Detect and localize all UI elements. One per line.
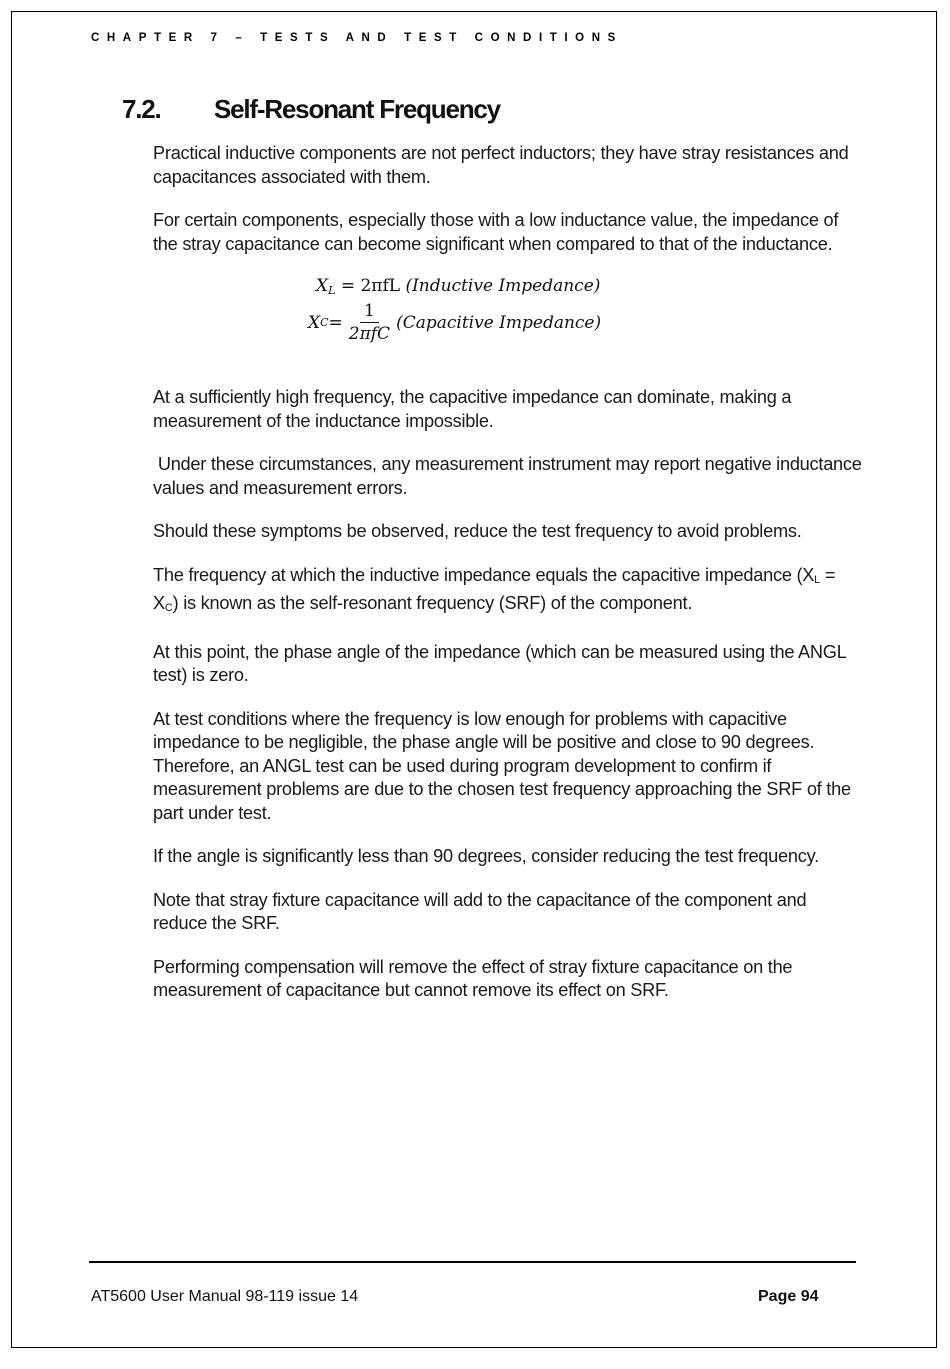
- inductive-impedance-formula: $X_L = 2\pi fL$ (Inductive Impedance): [316, 276, 601, 297]
- footer-page-number: Page 94: [758, 1288, 819, 1305]
- section-title: Self-Resonant Frequency: [214, 94, 500, 124]
- paragraph: Under these circumstances, any measurement instrument may report negative inductance values and measurement errors.: [153, 454, 867, 498]
- formula-block: [153, 276, 865, 365]
- paragraph: If the angle is significantly less than 90 degrees, consider reducing the test frequency.: [153, 846, 819, 866]
- paragraph: For certain components, especially those with a low inductance value, the impedance of the stray capacitance can become significant when compared to that of the inductance.: [153, 210, 839, 254]
- paragraph: At a sufficiently high frequency, the capacitive impedance can dominate, making a measurement of the inductance impossible.: [153, 387, 792, 431]
- section-heading: [122, 94, 500, 125]
- paragraph: Practical inductive components are not perfect inductors; they have stray resistances and capacitances associated with them.: [153, 143, 849, 187]
- paragraph: Should these symptoms be observed, reduce the test frequency to avoid problems.: [153, 521, 802, 541]
- paragraph: At test conditions where the frequency is low enough for problems with capacitive impedance to be negligible, the phase angle will be positive and close to 90 degrees. Therefore, an ANGL test can be used during program development to confirm if measurement problems are due to the chosen test frequency approaching the SRF of the part under test.: [153, 708, 851, 823]
- footer-manual-title: AT5600 User Manual 98-119 issue 14: [91, 1288, 359, 1305]
- capacitive-impedance-formula: X C = $\frac{1}{\text{2πfC}}$ (Capacitive Impedance): [308, 301, 602, 344]
- chapter-header: CHAPTER 7 – TESTS AND TEST CONDITIONS: [91, 32, 623, 44]
- paragraph: Note that stray fixture capacitance will add to the capacitance of the component and reduce the SRF.: [153, 889, 807, 933]
- fraction: $\frac{1}{\text{2πfC}}$: [348, 301, 391, 344]
- paragraph: The frequency at which the inductive impedance equals the capacitive impedance (XL = XC) is known as the self-resonant frequency (SRF) of the component.: [153, 564, 836, 614]
- document-body: [153, 142, 865, 1023]
- footer-divider: [89, 1261, 856, 1263]
- paragraph: At this point, the phase angle of the impedance (which can be measured using the ANGL test) is zero.: [153, 641, 846, 685]
- section-number: 7.2.: [122, 94, 161, 124]
- paragraph: Performing compensation will remove the effect of stray fixture capacitance on the measurement of capacitance but cannot remove its effect on SRF.: [153, 956, 793, 1000]
